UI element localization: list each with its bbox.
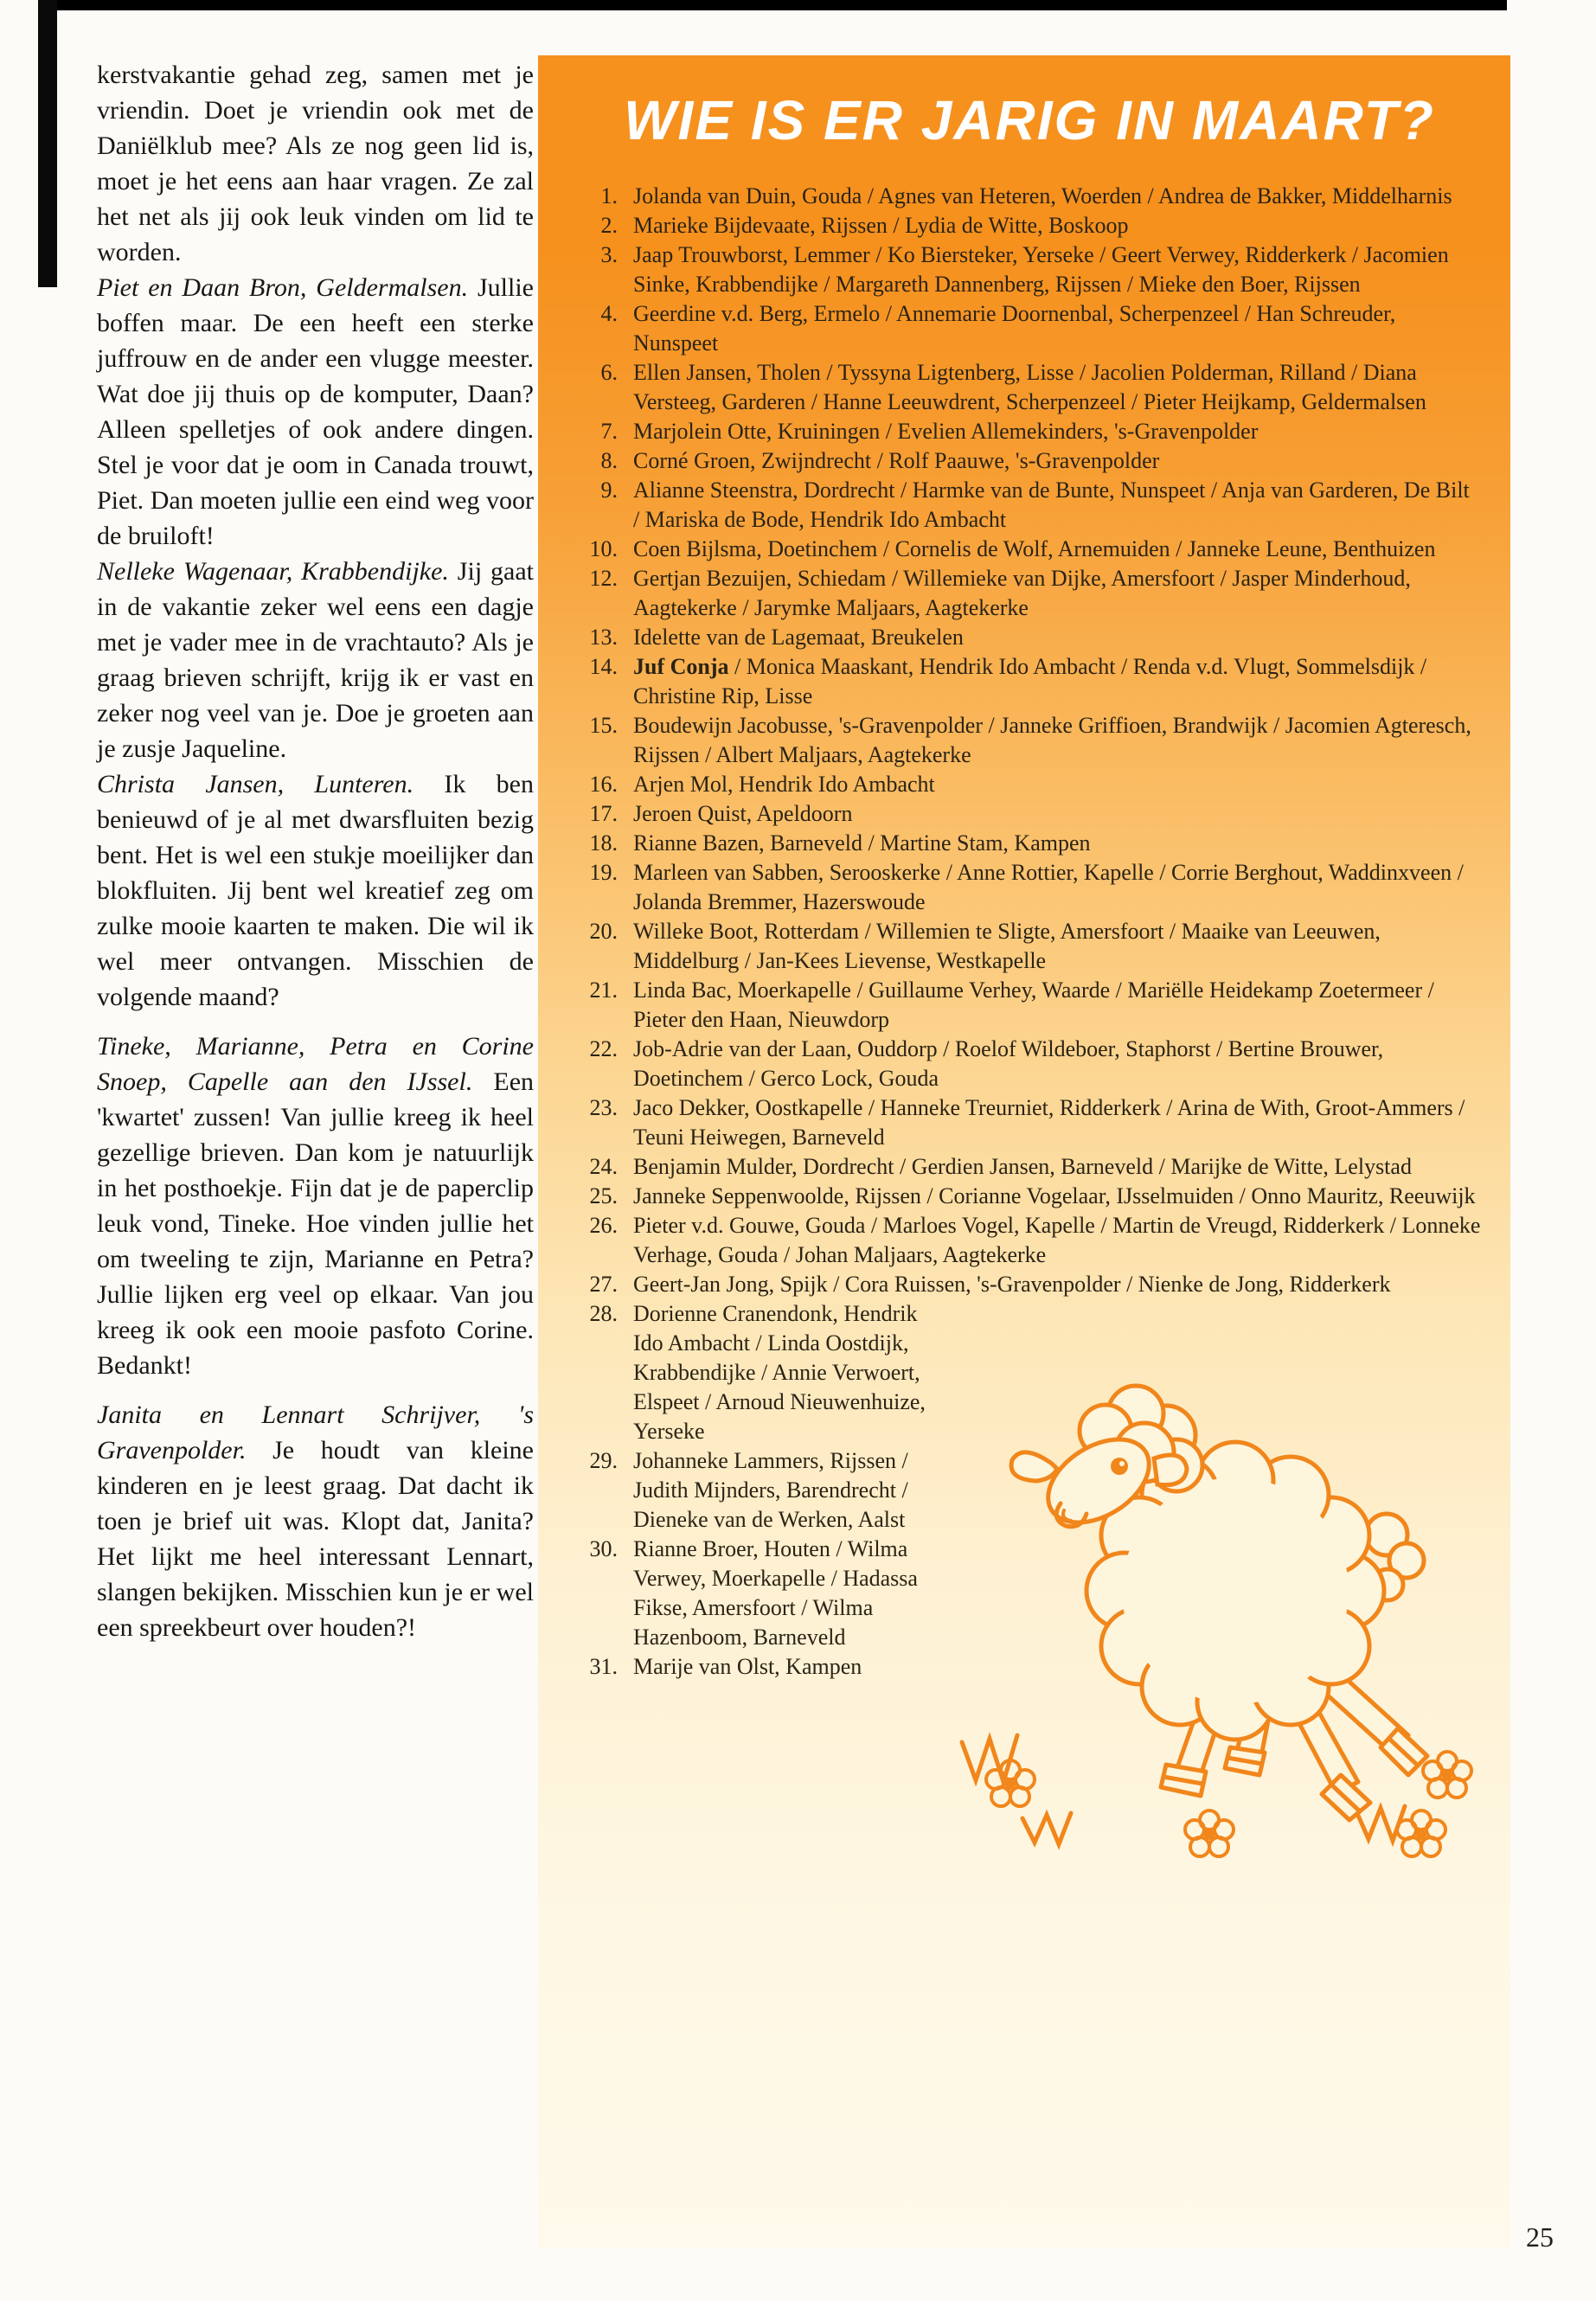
lamb-illustration bbox=[950, 1258, 1486, 1863]
day-number: 30. bbox=[589, 1536, 618, 1561]
day-number: 10. bbox=[589, 536, 618, 561]
birthday-entry: 29. Johanneke Lammers, Rijssen / Judith Mijnders, Barendrecht / Dieneke van de Werken, Aalst bbox=[578, 1446, 1481, 1535]
birthday-entry: 17. Jeroen Quist, Apeldoorn bbox=[578, 799, 1481, 829]
birthday-entry: 1. Jolanda van Duin, Gouda / Agnes van Heteren, Woerden / Andrea de Bakker, Middelharnis bbox=[578, 182, 1481, 211]
page-number: 25 bbox=[1526, 2221, 1554, 2253]
birthday-entry: 24. Benjamin Mulder, Dordrecht / Gerdien Jansen, Barneveld / Marijke de Witte, Lelystad bbox=[578, 1152, 1481, 1182]
letters-column bbox=[97, 57, 534, 1645]
day-number: 19. bbox=[589, 860, 618, 885]
day-number: 24. bbox=[589, 1154, 618, 1179]
sender-name: Nelleke Wagenaar, Krabbendijke. bbox=[97, 557, 449, 586]
letter-paragraph: Janita en Lennart Schrijver, 's Gravenpolder. Je houdt van kleine kinderen en je leest graag. Dat dacht ik toen je brief uit was. Klopt dat, Janita? Het lijkt me heel interessant Lennart, slangen bekijken. Misschien kun je er wel een spreekbeurt over houden?! bbox=[97, 1400, 534, 1642]
birthday-entry: 8. Corné Groen, Zwijndrecht / Rolf Paauwe, 's-Gravenpolder bbox=[578, 446, 1481, 476]
birthday-entry: 31. Marije van Olst, Kampen bbox=[578, 1652, 1481, 1682]
birthday-panel bbox=[538, 55, 1510, 2247]
birthday-entry: 19. Marleen van Sabben, Serooskerke / Anne Rottier, Kapelle / Corrie Berghout, Waddinxveen / Jolanda Bremmer, Hazerswoude bbox=[578, 858, 1481, 917]
birthday-entry: 21. Linda Bac, Moerkapelle / Guillaume Verhey, Waarde / Mariëlle Heidekamp Zoetermeer / Pieter den Haan, Nieuwdorp bbox=[578, 976, 1481, 1035]
panel-title: WIE IS ER JARIG IN MAART? bbox=[624, 89, 1435, 151]
day-number: 18. bbox=[589, 830, 618, 856]
lamb-eye-highlight bbox=[1119, 1461, 1125, 1466]
lamb-eye bbox=[1111, 1458, 1128, 1475]
birthday-entry: 6. Ellen Jansen, Tholen / Tyssyna Ligtenberg, Lisse / Jacolien Polderman, Rilland / Diana Versteeg, Garderen / Hanne Leeuwdrent, Scherpenzeel / Pieter Heijkamp, Geldermalsen bbox=[578, 358, 1481, 417]
birthday-entry: 10. Coen Bijlsma, Doetinchem / Cornelis de Wolf, Arnemuiden / Janneke Leune, Benthuizen bbox=[578, 535, 1481, 564]
birthday-entry: 20. Willeke Boot, Rotterdam / Willemien te Sligte, Amersfoort / Maaike van Leeuwen, Middelburg / Jan-Kees Lievense, Westkapelle bbox=[578, 917, 1481, 976]
birthday-entry: 30. Rianne Broer, Houten / Wilma Verwey, Moerkapelle / Hadassa Fikse, Amersfoort / Wilma Hazenboom, Barneveld bbox=[578, 1535, 1481, 1652]
birthday-entry: 3. Jaap Trouwborst, Lemmer / Ko Biersteker, Yerseke / Geert Verwey, Ridderkerk / Jacomien Sinke, Krabbendijke / Margareth Dannenberg, Rijssen / Mieke den Boer, Rijssen bbox=[578, 240, 1481, 299]
birthday-entry: 13. Idelette van de Lagemaat, Breukelen bbox=[578, 623, 1481, 652]
birthday-entry: 25. Janneke Seppenwoolde, Rijssen / Corianne Vogelaar, IJsselmuiden / Onno Mauritz, Reeuwijk bbox=[578, 1182, 1481, 1211]
lamb-drawing bbox=[950, 1258, 1486, 1863]
birthday-entry: 7. Marjolein Otte, Kruiningen / Evelien Allemekinders, 's-Gravenpolder bbox=[578, 417, 1481, 446]
day-number: 26. bbox=[589, 1213, 618, 1238]
letter-paragraph: kerstvakantie gehad zeg, samen met je vriendin. Doet je vriendin ook met de Daniëlklub mee? Als ze nog geen lid is, moet je het eens aan haar vragen. Ze zal het net als jij ook leuk vinden om lid te worden. bbox=[97, 61, 534, 266]
sender-name: Christa Jansen, Lunteren. bbox=[97, 770, 414, 798]
day-number: 28. bbox=[589, 1301, 618, 1326]
day-number: 23. bbox=[589, 1095, 618, 1120]
scan-artifact-left-bar bbox=[38, 0, 57, 287]
day-number: 12. bbox=[589, 566, 618, 591]
day-number: 25. bbox=[589, 1183, 618, 1208]
day-number: 16. bbox=[589, 772, 618, 797]
letter-paragraph: Tineke, Marianne, Petra en Corine Snoep, Capelle aan den IJssel. Een 'kwartet' zussen! Van jullie kreeg ik heel gezellige brieven. Dan kom je natuurlijk in het posthoekje. Fijn dat je de paperclip leuk vond, Tineke. Hoe vinden jullie het om tweeling te zijn, Marianne en Petra? Jullie lijken erg veel op elkaar. Van jou kreeg ik ook een mooie pasfoto Corine. Bedankt! bbox=[97, 1032, 535, 1380]
birthday-entry: 9. Alianne Steenstra, Dordrecht / Harmke van de Bunte, Nunspeet / Anja van Garderen, De Bilt / Mariska de Bode, Hendrik Ido Ambacht bbox=[578, 476, 1481, 535]
day-number: 6. bbox=[600, 360, 618, 385]
birthday-entry: 18. Rianne Bazen, Barneveld / Martine Stam, Kampen bbox=[578, 829, 1481, 858]
birthday-entry: 12. Gertjan Bezuijen, Schiedam / Willemieke van Dijke, Amersfoort / Jasper Minderhoud, Aagtekerke / Jarymke Maljaars, Aagtekerke bbox=[578, 564, 1481, 623]
letter-paragraph: Christa Jansen, Lunteren. Ik ben benieuwd of je al met dwarsfluiten bezig bent. Het is wel een stukje moeilijker dan blokfluiten. Jij bent wel kreatief zeg om zulke mooie kaarten te maken. Die wil ik wel meer ontvangen. Misschien de volgende maand? bbox=[97, 770, 535, 1011]
birthday-entry: 14. Juf Conja / Monica Maaskant, Hendrik Ido Ambacht / Renda v.d. Vlugt, Sommelsdijk / Christine Rip, Lisse bbox=[578, 652, 1481, 711]
birthday-entry: 23. Jaco Dekker, Oostkapelle / Hanneke Treurniet, Ridderkerk / Arina de With, Groot-Ammers / Teuni Heiwegen, Barneveld bbox=[578, 1093, 1481, 1152]
day-number: 15. bbox=[589, 713, 618, 738]
day-number: 29. bbox=[589, 1448, 618, 1473]
birthday-entry: 26. Pieter v.d. Gouwe, Gouda / Marloes Vogel, Kapelle / Martin de Vreugd, Ridderkerk / Lonneke Verhage, Gouda / Johan Maljaars, Aagtekerke bbox=[578, 1211, 1481, 1270]
day-number: 21. bbox=[589, 977, 618, 1003]
day-number: 7. bbox=[600, 419, 618, 444]
sender-name: Janita en Lennart Schrijver, 's Gravenpolder. bbox=[97, 1400, 534, 1465]
sender-name: Piet en Daan Bron, Geldermalsen. bbox=[97, 273, 469, 302]
letter-paragraph: Nelleke Wagenaar, Krabbendijke. Jij gaat in de vakantie zeker wel eens een dagje met je vader mee in de vrachtauto? Als je graag brieven schrijft, krijg ik er vast en zeker nog veel van je. Doe je groeten aan je zusje Jaqueline. bbox=[97, 557, 534, 763]
day-number: 1. bbox=[600, 183, 618, 208]
day-number: 17. bbox=[589, 801, 618, 826]
sender-name: Tineke, Marianne, Petra en Corine Snoep, Capelle aan den IJssel. bbox=[97, 1032, 534, 1096]
birthday-entry: 22. Job-Adrie van der Laan, Ouddorp / Roelof Wildeboer, Staphorst / Bertine Brouwer, Doetinchem / Gerco Lock, Gouda bbox=[578, 1035, 1481, 1093]
birthday-entry: 16. Arjen Mol, Hendrik Ido Ambacht bbox=[578, 770, 1481, 799]
day-number: 4. bbox=[600, 301, 618, 326]
day-number: 2. bbox=[600, 213, 618, 238]
birthday-entry: 4. Geerdine v.d. Berg, Ermelo / Annemarie Doornenbal, Scherpenzeel / Han Schreuder, Nunspeet bbox=[578, 299, 1481, 358]
day-number: 22. bbox=[589, 1036, 618, 1061]
day-number: 27. bbox=[589, 1272, 618, 1297]
highlighted-name: Juf Conja bbox=[633, 654, 729, 679]
birthday-entry: 27. Geert-Jan Jong, Spijk / Cora Ruissen, 's-Gravenpolder / Nienke de Jong, Ridderkerk bbox=[578, 1270, 1481, 1299]
letter-paragraph: Piet en Daan Bron, Geldermalsen. Jullie boffen maar. De een heeft een sterke juffrouw en de ander een vlugge meester. Wat doe jij thuis op de komputer, Daan? Alleen spelletjes of ook andere dingen. Stel je voor dat je oom in Canada trouwt, Piet. Dan moeten jullie een eind weg voor de bruiloft! bbox=[97, 273, 534, 550]
day-number: 9. bbox=[600, 478, 618, 503]
day-number: 13. bbox=[589, 625, 618, 650]
scan-artifact-top-bar bbox=[54, 0, 1507, 10]
day-number: 3. bbox=[600, 242, 618, 267]
birthday-entry: 15. Boudewijn Jacobusse, 's-Gravenpolder / Janneke Griffioen, Brandwijk / Jacomien Agteresch, Rijssen / Albert Maljaars, Aagtekerke bbox=[578, 711, 1481, 770]
birthday-list-lower bbox=[578, 1299, 1481, 1863]
birthday-entry: 2. Marieke Bijdevaate, Rijssen / Lydia de Witte, Boskoop bbox=[578, 211, 1481, 240]
birthday-entry: 28. Dorienne Cranendonk, Hendrik Ido Ambacht / Linda Oostdijk, Krabbendijke / Annie Verwoert, Elspeet / Arnoud Nieuwenhuize, Yerseke bbox=[578, 1299, 1481, 1446]
birthday-list bbox=[578, 182, 1481, 1863]
day-number: 14. bbox=[589, 654, 618, 679]
day-number: 20. bbox=[589, 919, 618, 944]
birthday-list-upper bbox=[578, 182, 1481, 1299]
day-number: 8. bbox=[600, 448, 618, 473]
day-number: 31. bbox=[589, 1654, 618, 1679]
